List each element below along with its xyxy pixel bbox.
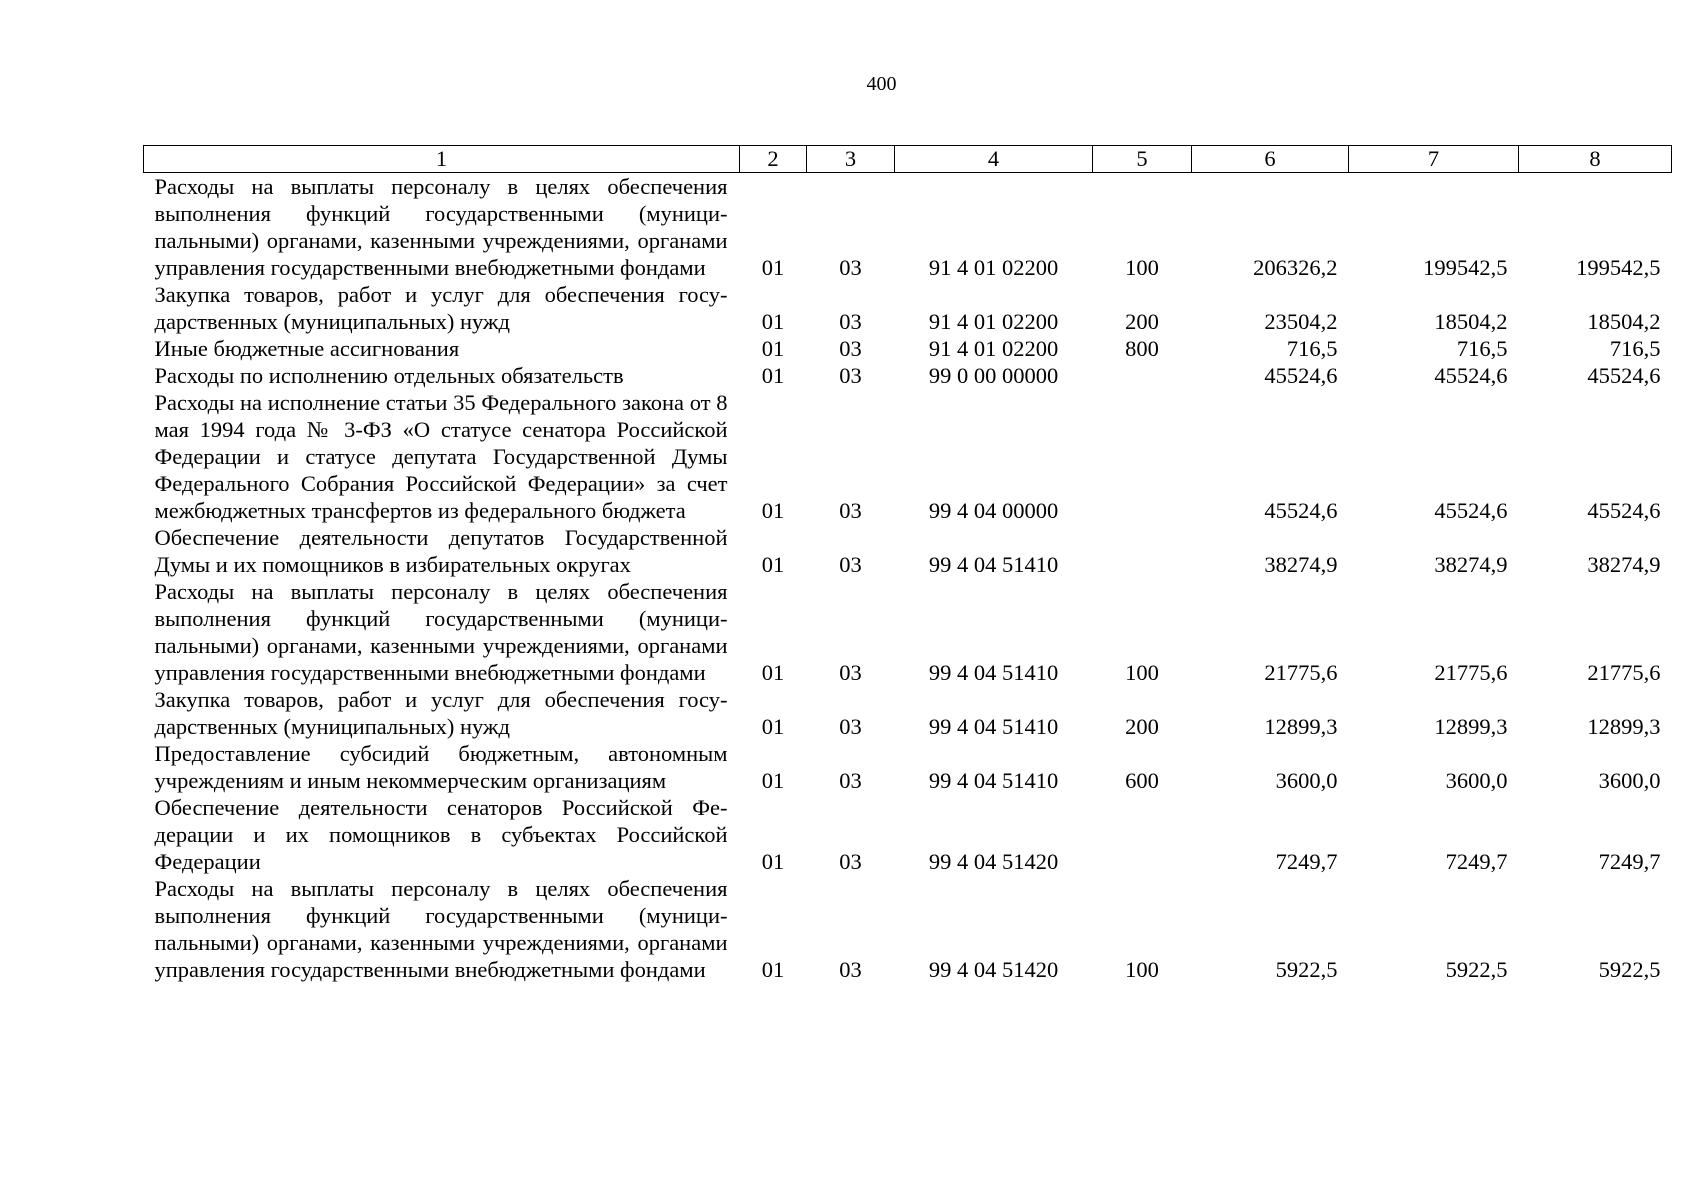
- column-header-row: [144, 146, 1672, 173]
- target-article-code: 99 4 04 51420: [928, 849, 1059, 874]
- expense-description: Иные бюджетные ассигнования: [154, 336, 460, 361]
- column-header: 8: [1519, 146, 1672, 173]
- subsection-code: 03: [839, 255, 862, 280]
- amount-col-6: 45524,6: [1264, 363, 1338, 388]
- section-code: 01: [761, 768, 785, 793]
- amount-col-8: 18504,2: [1587, 309, 1661, 334]
- target-article-code: 99 4 04 00000: [928, 498, 1059, 523]
- amount-col-8: 12899,3: [1587, 714, 1661, 739]
- subsection-code: 03: [839, 363, 862, 388]
- amount-col-7: 18504,2: [1434, 309, 1508, 334]
- section-code: 01: [761, 363, 785, 388]
- amount-col-6: 38274,9: [1264, 552, 1338, 577]
- expense-type-code: 600: [1125, 768, 1159, 793]
- amount-col-7: 7249,7: [1445, 849, 1508, 874]
- expense-description: Обеспечение деятельности сенаторов Российской Федерации и их помощников в субъектах Российской Федерации: [154, 795, 728, 874]
- amount-col-8: 45524,6: [1587, 498, 1661, 523]
- amount-col-6: 23504,2: [1264, 309, 1338, 334]
- subsection-code: 03: [839, 957, 862, 982]
- subsection-code: 03: [839, 336, 862, 361]
- section-code: 01: [761, 309, 785, 334]
- expense-type-code: 200: [1125, 714, 1159, 739]
- section-code: 01: [761, 255, 785, 280]
- target-article-code: 99 4 04 51410: [928, 660, 1059, 685]
- amount-col-8: 199542,5: [1576, 255, 1661, 280]
- amount-col-7: 3600,0: [1445, 768, 1508, 793]
- amount-col-7: 199542,5: [1423, 255, 1508, 280]
- column-header: 4: [895, 146, 1093, 173]
- section-code: 01: [761, 336, 785, 361]
- amount-col-7: 716,5: [1456, 336, 1508, 361]
- expense-type-code: [1093, 362, 1192, 389]
- column-header: 6: [1192, 146, 1349, 173]
- subsection-code: 03: [839, 660, 862, 685]
- table-row: [144, 524, 1672, 578]
- amount-col-8: 7249,7: [1598, 849, 1661, 874]
- table-row: [144, 740, 1672, 794]
- target-article-code: 99 4 04 51410: [928, 714, 1059, 739]
- target-article-code: 99 4 04 51410: [928, 552, 1059, 577]
- table-row: [144, 362, 1672, 389]
- section-code: 01: [761, 714, 785, 739]
- expense-description: Закупка товаров, работ и услуг для обеспечения государственных (муниципальных) нужд: [154, 687, 728, 739]
- table-row: [144, 578, 1672, 686]
- expense-type-code: [1093, 794, 1192, 875]
- amount-col-8: 5922,5: [1598, 957, 1661, 982]
- table-row: [144, 875, 1672, 983]
- section-code: 01: [761, 552, 785, 577]
- expense-type-code: 200: [1125, 309, 1159, 334]
- amount-col-6: 7249,7: [1275, 849, 1338, 874]
- amount-col-6: 716,5: [1286, 336, 1338, 361]
- expense-description: Расходы на исполнение статьи 35 Федерального закона от 8 мая 1994 года № 3-ФЗ «О статусе сенатора Российской Федерации и статусе депутата Государственной Думы Федерального Собрания Российской Федерации» за счет межбюджетных трансфертов из федерального бюджета: [154, 390, 728, 523]
- expense-type-code: 800: [1125, 336, 1159, 361]
- expense-description: Закупка товаров, работ и услуг для обеспечения государственных (муниципальных) нужд: [154, 282, 728, 334]
- target-article-code: 99 4 04 51410: [928, 768, 1059, 793]
- column-header: 2: [740, 146, 807, 173]
- amount-col-6: 45524,6: [1264, 498, 1338, 523]
- section-code: 01: [761, 957, 785, 982]
- expense-description: Обеспечение деятельности депутатов Государственной Думы и их помощников в избирательных округах: [154, 525, 728, 577]
- expense-type-code: 100: [1125, 957, 1159, 982]
- subsection-code: 03: [839, 498, 862, 523]
- table-row: [144, 335, 1672, 362]
- amount-col-7: 38274,9: [1434, 552, 1508, 577]
- expense-type-code: [1093, 524, 1192, 578]
- expense-description: Расходы на выплаты персоналу в целях обеспечения выполнения функций государственными (муниципальными) органами, казенными учреждениями, органами управления государственными внебюджетными фондами: [154, 174, 728, 280]
- table-row: [144, 173, 1672, 282]
- amount-col-6: 21775,6: [1264, 660, 1338, 685]
- target-article-code: 91 4 01 02200: [928, 336, 1059, 361]
- amount-col-8: 45524,6: [1587, 363, 1661, 388]
- column-header: 7: [1349, 146, 1519, 173]
- section-code: 01: [761, 660, 785, 685]
- expense-type-code: 100: [1125, 660, 1159, 685]
- subsection-code: 03: [839, 309, 862, 334]
- target-article-code: 91 4 01 02200: [928, 255, 1059, 280]
- section-code: 01: [761, 498, 785, 523]
- section-code: 01: [761, 849, 785, 874]
- amount-col-8: 3600,0: [1598, 768, 1661, 793]
- amount-col-6: 206326,2: [1253, 255, 1338, 280]
- expense-type-code: [1093, 389, 1192, 524]
- column-header: 1: [144, 146, 740, 173]
- column-header: 5: [1093, 146, 1192, 173]
- expense-description: Предоставление субсидий бюджетным, автономным учреждениям и иным некоммерческим организациям: [154, 741, 728, 793]
- expense-description: Расходы на выплаты персоналу в целях обеспечения выполнения функций государственными (муниципальными) органами, казенными учреждениями, органами управления государственными внебюджетными фондами: [154, 876, 728, 982]
- expense-description: Расходы на выплаты персоналу в целях обеспечения выполнения функций государственными (муниципальными) органами, казенными учреждениями, органами управления государственными внебюджетными фондами: [154, 579, 728, 685]
- subsection-code: 03: [839, 714, 862, 739]
- table-row: [144, 686, 1672, 740]
- table-body: [144, 173, 1672, 984]
- table-row: [144, 794, 1672, 875]
- expense-description: Расходы по исполнению отдельных обязательств: [154, 363, 624, 388]
- subsection-code: 03: [839, 552, 862, 577]
- target-article-code: 91 4 01 02200: [928, 309, 1059, 334]
- amount-col-6: 3600,0: [1275, 768, 1338, 793]
- amount-col-7: 21775,6: [1434, 660, 1508, 685]
- table-row: [144, 281, 1672, 335]
- amount-col-7: 12899,3: [1434, 714, 1508, 739]
- amount-col-6: 5922,5: [1275, 957, 1338, 982]
- amount-col-7: 45524,6: [1434, 498, 1508, 523]
- target-article-code: 99 0 00 00000: [928, 363, 1059, 388]
- amount-col-8: 38274,9: [1587, 552, 1661, 577]
- amount-col-6: 12899,3: [1264, 714, 1338, 739]
- table-row: [144, 389, 1672, 524]
- column-header: 3: [807, 146, 895, 173]
- target-article-code: 99 4 04 51420: [928, 957, 1059, 982]
- amount-col-7: 45524,6: [1434, 363, 1508, 388]
- page-number: 400: [866, 73, 897, 95]
- subsection-code: 03: [839, 768, 862, 793]
- expense-type-code: 100: [1125, 255, 1159, 280]
- amount-col-8: 716,5: [1609, 336, 1661, 361]
- amount-col-7: 5922,5: [1445, 957, 1508, 982]
- subsection-code: 03: [839, 849, 862, 874]
- budget-table: [143, 145, 1672, 983]
- amount-col-8: 21775,6: [1587, 660, 1661, 685]
